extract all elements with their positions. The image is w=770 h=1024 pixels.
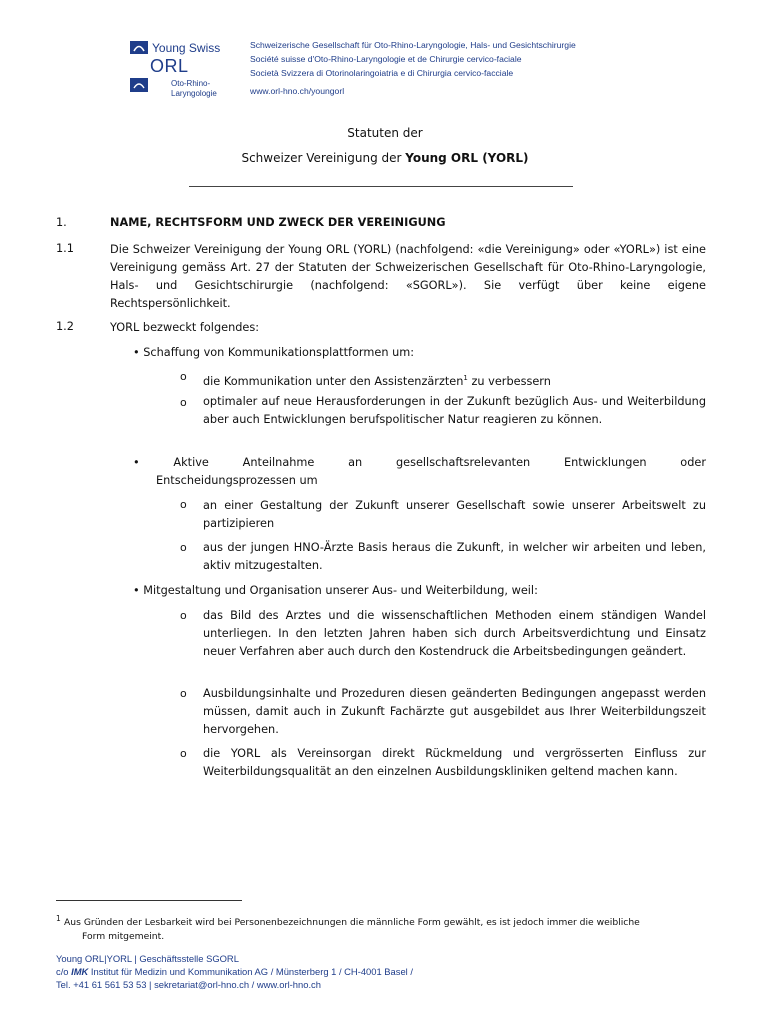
sub-bullet-doctor-image: das Bild des Arztes und die wissenschaftlichen Methoden einem ständigen Wandel unterliegen. In den letzten Jahren haben sich durch Arbeitsverdichtung und Einsatz neuer Verfahren aber auch durch den Kostendruck die Arbeitsbedingungen geändert. xyxy=(203,609,706,658)
sub-bullet-communication: die Kommunikation unter den Assistenzärzten$^1$ zu verbessern xyxy=(203,374,551,388)
paragraph-1-2: YORL bezweckt folgendes: xyxy=(110,321,260,334)
footer-address: c/o IMK Institut für Medizin und Kommunikation AG / Münsterberg 1 / CH-4001 Basel / xyxy=(56,966,413,977)
sub-bullet-marker: o xyxy=(180,541,187,554)
sub-bullet-marker: o xyxy=(180,747,187,760)
sub-bullet-training-content: Ausbildungsinhalte und Prozeduren diesen geänderten Bedingungen angepasst werden müssen, damit auch in Zukunft Fachärzte gut ausgebildet aus Ihrer Weiterbildungszeit hervorgehen. xyxy=(203,687,706,736)
sub-bullet-marker: o xyxy=(180,396,187,409)
logo-subtitle-1: Oto-Rhino- xyxy=(171,79,211,88)
sub-bullet-marker: o xyxy=(180,498,187,511)
logo-orl: ORL xyxy=(150,56,189,76)
footnote-mark: 1 xyxy=(56,914,61,923)
bullet-active-participation: • Aktive Anteilnahme an gesellschaftsrelevanten Entwicklungen oder xyxy=(133,456,706,469)
section-number: 1. xyxy=(56,216,67,229)
logo-subtitle-2: Laryngologie xyxy=(171,89,217,98)
sub-bullet-marker: o xyxy=(180,687,187,700)
footnote-divider xyxy=(56,900,242,901)
paragraph-number-1-1: 1.1 xyxy=(56,242,74,255)
sub-bullet-marker: o xyxy=(180,609,187,622)
header-website-link[interactable]: www.orl-hno.ch/youngorl xyxy=(250,86,345,96)
header-line-it: Società Svizzera di Otorinolaringoiatria e di Chirurgia cervico-facciale xyxy=(250,68,514,78)
document-title-line1: Statuten der xyxy=(347,126,423,140)
footer-organisation: Young ORL|YORL | Geschäftsstelle SGORL xyxy=(56,953,239,964)
paragraph-1-1: Die Schweizer Vereinigung der Young ORL (YORL) (nachfolgend: «die Vereinigung» oder «YORL») ist eine Vereinigung gemäss Art. 27 der Statuten der Schweizerischen Gesellschaft für Oto-Rhino-Laryngologie, Hals- und Gesichtschirurgie (nachfolgend: «SGORL»). Sie verfügt über keine eigene Rechtspersönlichkeit. xyxy=(110,243,706,310)
logo-young-swiss: Young Swiss xyxy=(152,41,221,55)
footnote-reference: 1 xyxy=(463,374,468,382)
section-heading: NAME, RECHTSFORM UND ZWECK DER VEREINIGUNG xyxy=(110,216,446,229)
footnote-text: Aus Gründen der Lesbarkeit wird bei Personenbezeichnungen die männliche Form gewählt, es ist jedoch immer die weibliche xyxy=(64,917,640,928)
footnote-text-cont: Form mitgemeint. xyxy=(82,931,165,942)
bullet-active-participation-cont: Entscheidungsprozessen um xyxy=(156,474,318,487)
title-divider xyxy=(189,186,573,187)
sub-bullet-yorl-feedback: die YORL als Vereinsorgan direkt Rückmeldung und vergrösserten Einfluss zur Weiterbildungsqualität an den einzelnen Ausbildungskliniken geltend machen kann. xyxy=(203,747,706,778)
paragraph-number-1-2: 1.2 xyxy=(56,320,74,333)
sub-bullet-challenges: optimaler auf neue Herausforderungen in der Zukunft bezüglich Aus- und Weiterbildung aber auch Entwicklungen berufspolitischer Natur reagieren zu können. xyxy=(203,395,706,426)
sub-bullet-shape-future: an einer Gestaltung der Zukunft unserer Gesellschaft sowie unserer Arbeitswelt zu partizipieren xyxy=(203,499,706,530)
sub-bullet-hno-basis: aus der jungen HNO-Ärzte Basis heraus die Zukunft, in welcher wir arbeiten und leben, aktiv mitzugestalten. xyxy=(203,541,706,572)
header-line-fr: Société suisse d'Oto-Rhino-Laryngologie et de Chirurgie cervico-faciale xyxy=(250,54,522,64)
header-line-de: Schweizerische Gesellschaft für Oto-Rhino-Laryngologie, Hals- und Gesichtschirurgie xyxy=(250,40,576,50)
bullet-communication-platforms: • Schaffung von Kommunikationsplattformen um: xyxy=(133,346,415,359)
bullet-training-organisation: • Mitgestaltung und Organisation unserer Aus- und Weiterbildung, weil: xyxy=(133,584,538,597)
document-title-line2: Schweizer Vereinigung der Young ORL (YORL) xyxy=(241,151,529,165)
footer-contact[interactable]: Tel. +41 61 561 53 53 | sekretariat@orl-hno.ch / www.orl-hno.ch xyxy=(56,979,321,990)
sub-bullet-marker: o xyxy=(180,370,187,383)
